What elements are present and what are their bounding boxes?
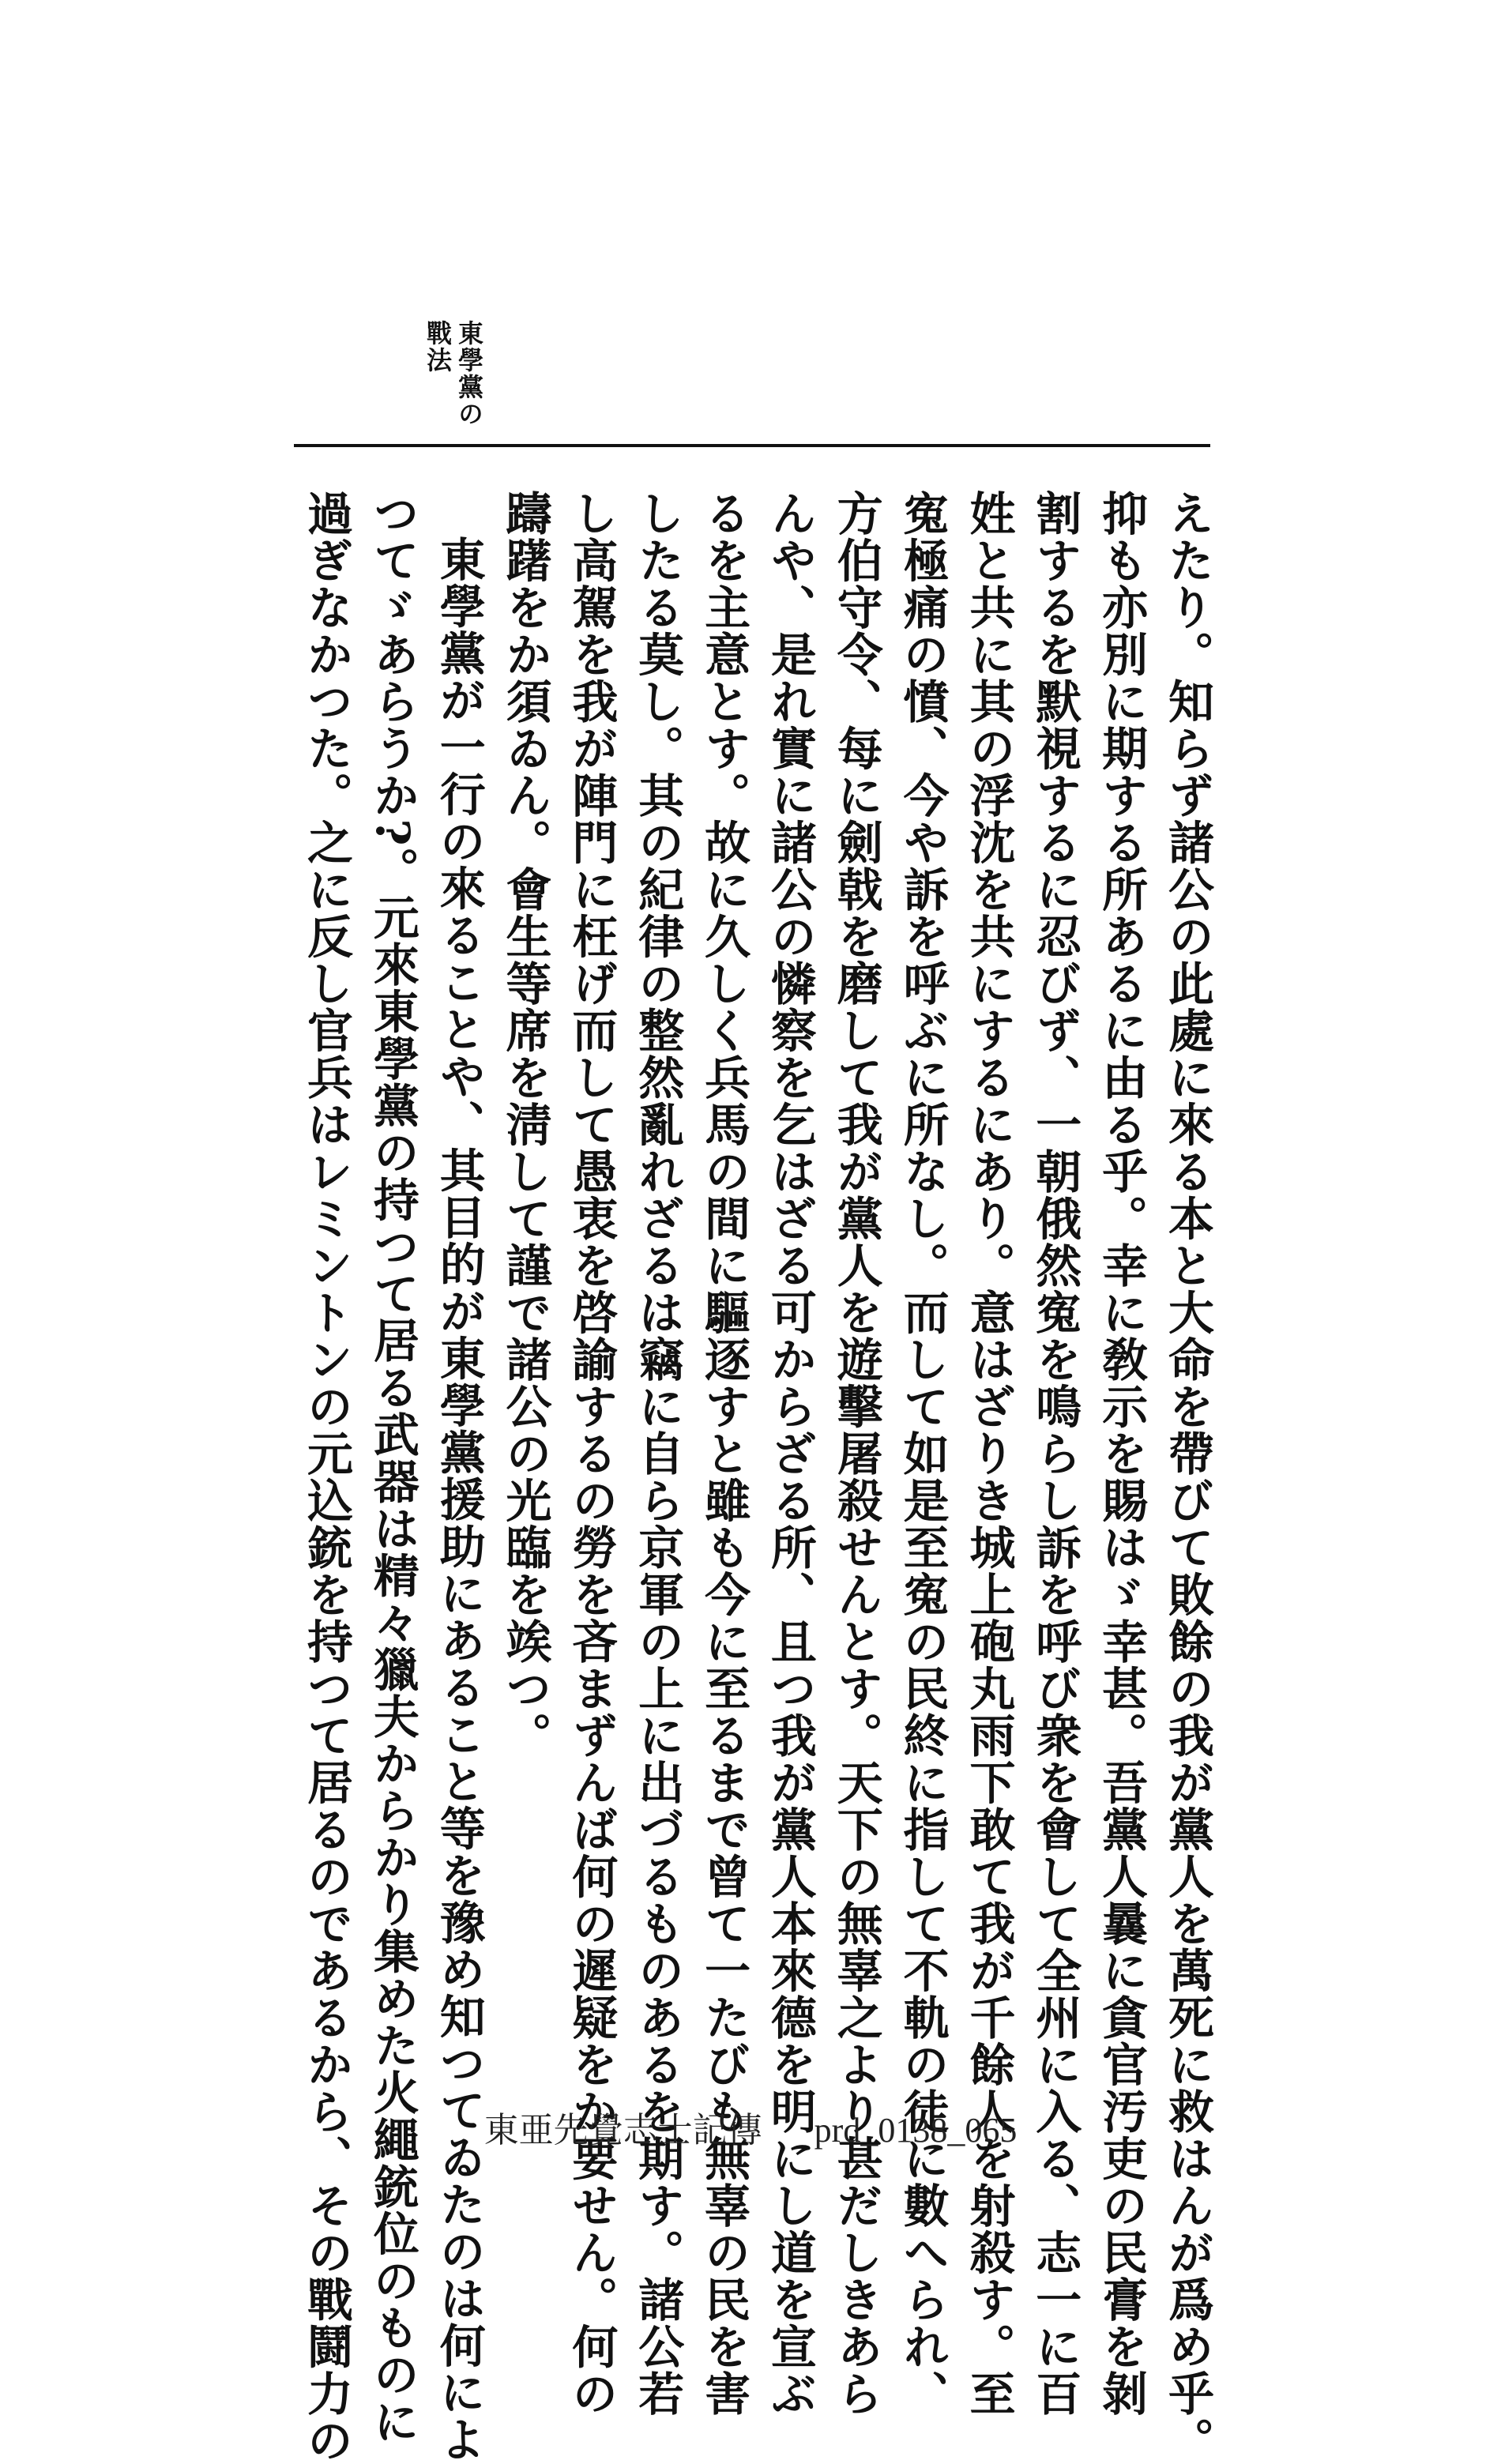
- text-column: 過ぎなかつた。之に反し官兵はレミントンの元込銃を持つて居るのであるから、その戰鬪力の: [299, 490, 353, 2464]
- text-column: んや、是れ實に諸公の憐察を乞はざる可からざる所、且つ我が黨人本來德を明にし道を宣ぶ: [762, 490, 817, 2417]
- header-rule: [294, 444, 1210, 447]
- text-column: 姓と共に其の浮沈を共にするにあり。意はざりき城上砲丸雨下敢て我が千餘人を射殺す。至: [961, 490, 1016, 2417]
- text-column: つてゞあらうか?。元來東學黨の持つて居る武器は精々獵夫からかり集めた火繩銃位のものに: [365, 490, 419, 2445]
- footer-code: prd_0138_065: [814, 2111, 1018, 2150]
- text-column: るを主意とす。故に久しく兵馬の間に驅逐すと雖も今に至るまで曾て一たびも無辜の民を害: [697, 490, 751, 2417]
- running-head: [324, 320, 482, 427]
- page-footer: [0, 2101, 1501, 2152]
- text-column: したる莫し。其の紀律の整然亂れざるは竊に自ら京軍の上に出づるものあるを期す。諸公若: [630, 490, 685, 2417]
- text-column: し高駕を我が陣門に枉げ而して愚衷を啓諭するの勞を吝まずんば何の遲疑をか要せん。何の: [564, 490, 619, 2417]
- running-head-line-1: 東學黨の: [454, 320, 484, 427]
- text-column: 東學黨が一行の來ることや、其目的が東學黨援助にあること等を豫め知つてゐたのは何によ: [431, 536, 486, 2463]
- text-column: 抑も亦別に期する所あるに由る乎。幸に敎示を賜はゞ幸甚。吾黨人曩に貪官汚吏の民膏を剝: [1094, 490, 1149, 2417]
- text-column: 割するを默視するに忍びず、一朝俄然寃を鳴らし訴を呼び衆を會して全州に入る、志一に百: [1028, 490, 1082, 2417]
- running-head-line-2: 戰法: [423, 320, 453, 374]
- text-column: 寃極痛の憤、今や訴を呼ぶに所なし。而して如是至寃の民終に指して不軌の徒に數へられ、: [895, 490, 950, 2417]
- text-column: 躊躇をか須ゐん。會生等席を淸して謹で諸公の光臨を竢つ。: [498, 490, 552, 1759]
- footer-title: 東亜先覺志士記傳: [483, 2111, 762, 2150]
- text-column: えたり。知らず諸公の此處に來る本と大命を帶びて敗餘の我が黨人を萬死に救はんが爲め乎。: [1160, 490, 1214, 2464]
- text-column: 方伯守令、每に劍戟を磨して我が黨人を遊擊屠殺せんとす。天下の無辜之より甚だしきあら: [829, 490, 883, 2417]
